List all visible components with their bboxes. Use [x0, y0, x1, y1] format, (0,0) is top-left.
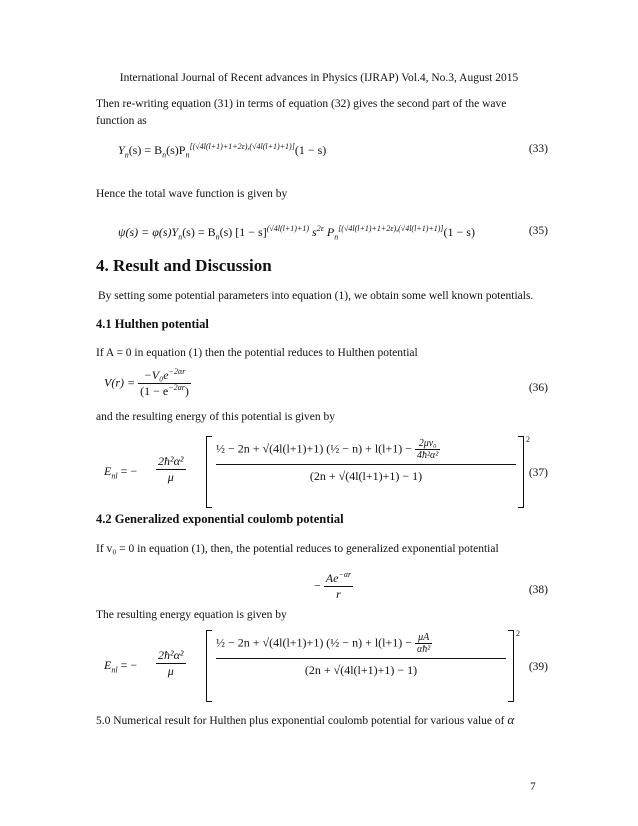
equation-38-text: The resulting energy equation is given by: [96, 609, 287, 621]
equation-36: V(r) = $\frac{-V_0e^{-2\alpha r}}{(1 - e^{-2\alpha r})}$: [104, 367, 189, 398]
subsection-41-text: If A = 0 in equation (1) then the potential reduces to Hulthen potential: [96, 347, 418, 359]
alpha-symbol: α: [507, 712, 515, 727]
left-bracket: [206, 436, 212, 508]
equation-33-number: (33): [528, 143, 548, 155]
equation-35: $\psi(s) = \varphi(s)Y_n(s) = B_n(s) [1 - s]^{(√4l(l+1)+1)}$ $s^{2\varepsilon}$ $P_n[(√4l(l+1)+1+2\varepsilon),(√4l(l+1)+1)](1 - s)$: [118, 224, 475, 242]
intro-paragraph: Then re-writing equation (31) in terms of equation (32) gives the second part of the wave function as: [96, 98, 507, 127]
section-4-heading: 4. Result and Discussion: [96, 256, 272, 275]
equation-39-number: (39): [528, 661, 548, 673]
left-bracket: [206, 630, 212, 702]
equation-35-number: (35): [528, 225, 548, 237]
equation-36-text: and the resulting energy of this potential is given by: [96, 411, 336, 423]
equation-38-number: (38): [528, 584, 548, 596]
equation-38: − $\frac{Ae^{-\alpha r}}{r}$: [314, 570, 352, 601]
equation-33: $Y_n(s) = B_n(s)P_n[(√4l(l+1)+1+2\varepsilon),(√4l(l+1)+1)](1 - s)$: [118, 142, 327, 160]
subsection-41-heading: 4.1 Hulthen potential: [96, 317, 209, 331]
section-4-text: By setting some potential parameters into equation (1), we obtain some well known potentials.: [98, 290, 534, 302]
section-5-text: 5.0 Numerical result for Hulthen plus exponential coulomb potential for various value of α: [96, 712, 515, 727]
page: International Journal of Recent advances in Physics (IJRAP) Vol.4, No.3, August 2015 Then re-writing equation (31) in terms of equation (32) gives the second part of the wave function as $Y_n(s) = B_n(s)P_n[(√4l(l+1)+1+2\varepsilon),(√4l(l+1)+1)](1 - s)$ (33) Hence the total wave function is given by $\psi(s) = \varphi(s)Y_n(s) = B_n(s) [1 - s]^{(√4l(l+1)+1)}$ $s^{2\varepsilon}$ $P_n[(√4l(l+1)+1+2\varepsilon),(√4l(l+1)+1)](1 - s)$ (35) 4. Result and Discussion By setting some potential parameters into equation (1), we obtain some well known potentials. 4.1 Hulthen potential If A = 0 in equation (1) then the potential reduces to Hulthen potential V(r) = $\frac{-V_0e^{-2\alpha r}}{(1 - e^{-2\alpha r})}$ (36) and the resulting energy of this potential is given by $E_{nl}$ = − $\frac{\text{2ħ²α²}}{\mu}$ ½ − 2n + √(4l(l+1)+1) (½ − n) + l(l+1) − $\frac{\text{2μv₀}}{\text{4ħ²α²}}$ (2n + √(4l(l+1)+1) − 1) 2 (37) 4.2 Generalized exponential coulomb potential If v₀ = 0 in equation (1), then, the potential reduces to generalized exponential potential − $\frac{Ae^{-\alpha r}}{r}$ (38) The resulting energy equation is given by $E_{nl}$ = − $\frac{\text{2ħ²α²}}{\mu}$ ½ − 2n + √(4l(l+1)+1) (½ − n) + l(l+1) − $\frac{\mu A}{\text{αħ²}}$ (2n + √(4l(l+1)+1) − 1) 2 (39) 5.0 Numerical result for Hulthen plus exponential coulomb potential for various value of α 7: [0, 0, 638, 826]
equation-36-number: (36): [528, 382, 548, 394]
journal-header: International Journal of Recent advances in Physics (IJRAP) Vol.4, No.3, August 2015: [119, 72, 519, 84]
subsection-42-text: If v₀ = 0 in equation (1), then, the potential reduces to generalized exponential potential: [96, 543, 499, 555]
subsection-42-heading: 4.2 Generalized exponential coulomb potential: [96, 512, 344, 526]
total-wave-text: Hence the total wave function is given by: [96, 188, 288, 200]
page-number: 7: [530, 781, 536, 793]
equation-37-number: (37): [528, 467, 548, 479]
